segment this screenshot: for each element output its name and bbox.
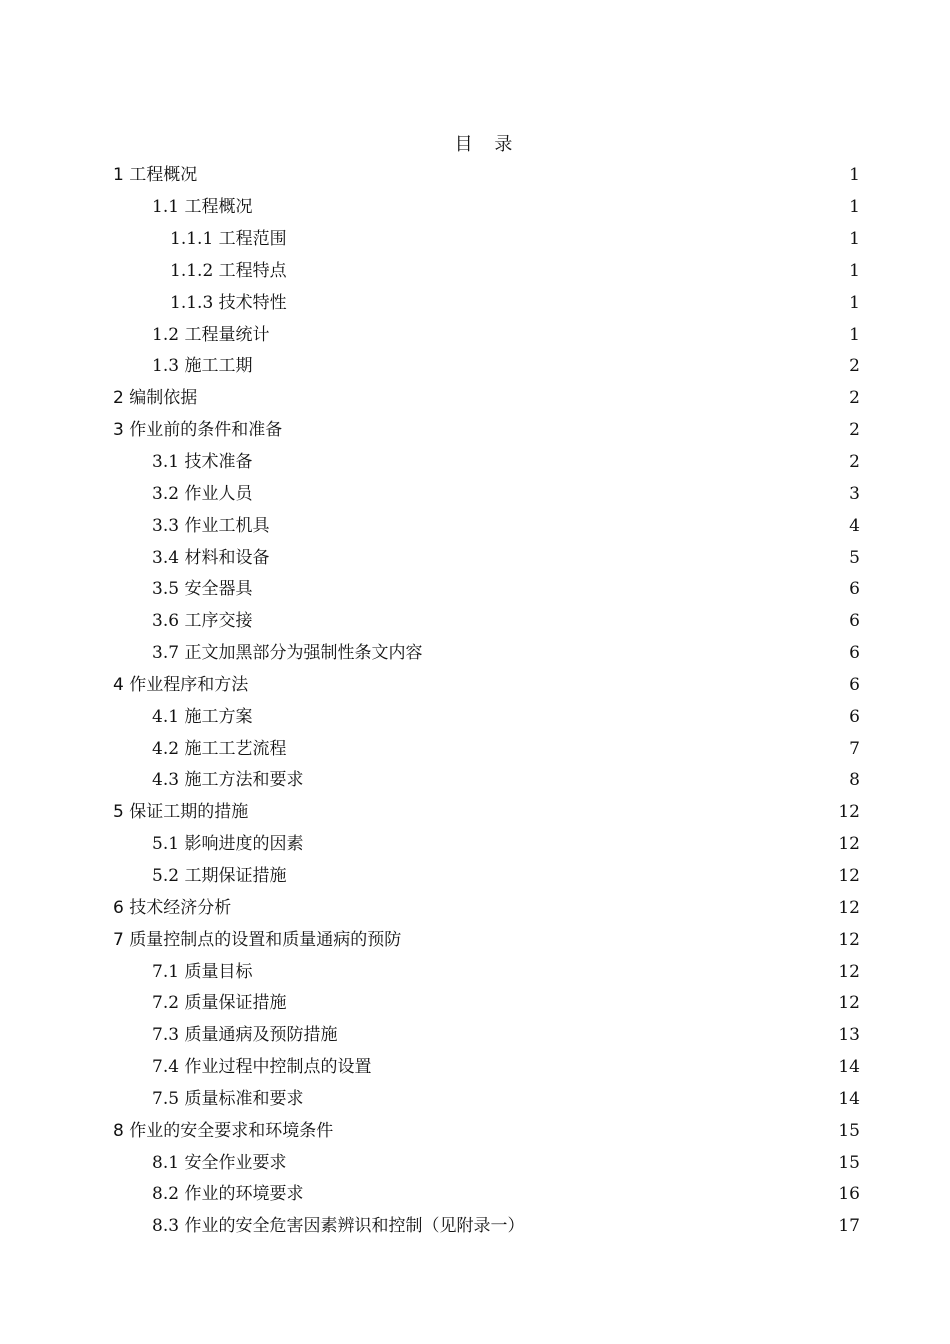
toc-entry[interactable]: [113, 670, 860, 702]
toc-entry-page-number: 6: [849, 674, 860, 695]
toc-entry-page-number: 2: [849, 356, 860, 377]
toc-entry-page-number: 1: [849, 229, 860, 250]
toc-entry-label: 7.5 质量标准和要求: [152, 1088, 304, 1109]
toc-entry-page-number: 4: [849, 515, 860, 536]
toc-entry-label: 3.3 作业工机具: [152, 515, 270, 536]
toc-entry-label: 5 保证工期的措施: [113, 802, 249, 823]
toc-entry-label: 1 工程概况: [113, 165, 198, 186]
toc-entry[interactable]: [113, 956, 860, 988]
toc-entry[interactable]: [113, 1147, 860, 1179]
toc-entry[interactable]: [113, 829, 860, 861]
toc-entry-label: 4 作业程序和方法: [113, 674, 249, 695]
toc-entry[interactable]: [113, 1083, 860, 1115]
toc-entry-page-number: 17: [838, 1216, 860, 1237]
toc-entry-page-number: 8: [849, 770, 860, 791]
toc-entry[interactable]: [113, 797, 860, 829]
toc-entry-page-number: 12: [838, 865, 860, 886]
toc-entry-label: 1.1.3 技术特性: [170, 292, 287, 313]
toc-entry-label: 5.1 影响进度的因素: [152, 834, 304, 855]
toc-entry-page-number: 1: [849, 324, 860, 345]
toc-entry-page-number: 15: [838, 1120, 860, 1141]
toc-entry-label: 7 质量控制点的设置和质量通病的预防: [113, 929, 402, 950]
toc-entry[interactable]: [113, 1020, 860, 1052]
toc-entry[interactable]: [113, 892, 860, 924]
toc-entry-page-number: 12: [838, 961, 860, 982]
toc-entry-page-number: 1: [849, 292, 860, 313]
toc-entry-page-number: 12: [838, 993, 860, 1014]
toc-entry-label: 8.1 安全作业要求: [152, 1152, 287, 1173]
toc-entry[interactable]: [113, 733, 860, 765]
toc-entry[interactable]: [113, 606, 860, 638]
toc-entry[interactable]: [113, 765, 860, 797]
toc-entry-label: 2 编制依据: [113, 388, 198, 409]
toc-entry-page-number: 1: [849, 260, 860, 281]
toc-entry-label: 3.1 技术准备: [152, 452, 253, 473]
toc-entry-page-number: 2: [849, 420, 860, 441]
toc-entry[interactable]: [113, 415, 860, 447]
toc-entry-page-number: 12: [838, 834, 860, 855]
toc-entry-label: 5.2 工期保证措施: [152, 865, 287, 886]
toc-entry-label: 4.1 施工方案: [152, 706, 253, 727]
toc-list: [113, 160, 860, 1243]
toc-entry-label: 3 作业前的条件和准备: [113, 420, 283, 441]
toc-entry-page-number: 2: [849, 452, 860, 473]
toc-entry-page-number: 16: [838, 1184, 860, 1205]
toc-entry-label: 3.4 材料和设备: [152, 547, 270, 568]
toc-entry-page-number: 6: [849, 611, 860, 632]
toc-entry-label: 6 技术经济分析: [113, 897, 232, 918]
toc-entry-label: 8.2 作业的环境要求: [152, 1184, 304, 1205]
toc-entry-label: 3.6 工序交接: [152, 611, 253, 632]
toc-entry-page-number: 5: [849, 547, 860, 568]
toc-entry-label: 1.2 工程量统计: [152, 324, 270, 345]
toc-entry-label: 3.7 正文加黑部分为强制性条文内容: [152, 643, 423, 664]
toc-entry-page-number: 2: [849, 388, 860, 409]
toc-entry-page-number: 12: [838, 897, 860, 918]
toc-entry-label: 1.3 施工工期: [152, 356, 253, 377]
toc-entry-label: 7.2 质量保证措施: [152, 993, 287, 1014]
toc-entry-page-number: 13: [838, 1025, 860, 1046]
toc-entry-page-number: 1: [849, 165, 860, 186]
toc-entry-page-number: 14: [838, 1088, 860, 1109]
toc-entry[interactable]: [113, 351, 860, 383]
toc-entry[interactable]: [113, 319, 860, 351]
toc-entry[interactable]: [113, 478, 860, 510]
toc-entry[interactable]: [113, 988, 860, 1020]
toc-entry[interactable]: [113, 1052, 860, 1084]
toc-entry-label: 1.1 工程概况: [152, 197, 253, 218]
toc-entry-label: 8 作业的安全要求和环境条件: [113, 1120, 334, 1141]
toc-entry-label: 3.5 安全器具: [152, 579, 253, 600]
toc-entry-label: 1.1.1 工程范围: [170, 229, 287, 250]
toc-entry-label: 3.2 作业人员: [152, 483, 253, 504]
toc-entry[interactable]: [113, 861, 860, 893]
toc-entry[interactable]: [113, 542, 860, 574]
toc-entry[interactable]: [113, 447, 860, 479]
toc-entry-page-number: 6: [849, 643, 860, 664]
toc-entry-page-number: 6: [849, 579, 860, 600]
toc-entry[interactable]: [113, 510, 860, 542]
toc-entry-page-number: 6: [849, 706, 860, 727]
toc-entry[interactable]: [113, 1179, 860, 1211]
toc-entry-label: 7.3 质量通病及预防措施: [152, 1025, 338, 1046]
toc-entry[interactable]: [113, 1115, 860, 1147]
toc-entry[interactable]: [113, 287, 860, 319]
toc-entry-page-number: 12: [838, 929, 860, 950]
toc-entry[interactable]: [113, 192, 860, 224]
toc-entry[interactable]: [113, 701, 860, 733]
toc-entry-page-number: 1: [849, 197, 860, 218]
toc-entry-page-number: 7: [849, 738, 860, 759]
toc-entry-label: 7.4 作业过程中控制点的设置: [152, 1057, 372, 1078]
toc-entry[interactable]: [113, 924, 860, 956]
toc-entry[interactable]: [113, 256, 860, 288]
toc-entry-label: 1.1.2 工程特点: [170, 260, 287, 281]
toc-entry-page-number: 12: [838, 802, 860, 823]
toc-entry-page-number: 15: [838, 1152, 860, 1173]
toc-entry[interactable]: [113, 383, 860, 415]
toc-entry[interactable]: [113, 224, 860, 256]
toc-entry[interactable]: [113, 574, 860, 606]
toc-title: 目 录: [454, 134, 521, 155]
toc-entry-label: 8.3 作业的安全危害因素辨识和控制（见附录一）: [152, 1216, 525, 1237]
toc-entry-label: 4.3 施工方法和要求: [152, 770, 304, 791]
toc-entry[interactable]: [113, 1211, 860, 1243]
toc-entry[interactable]: [113, 638, 860, 670]
toc-entry-page-number: 3: [849, 483, 860, 504]
toc-entry-page-number: 14: [838, 1057, 860, 1078]
toc-entry-label: 7.1 质量目标: [152, 961, 253, 982]
toc-entry[interactable]: [113, 160, 860, 192]
toc-entry-label: 4.2 施工工艺流程: [152, 738, 287, 759]
